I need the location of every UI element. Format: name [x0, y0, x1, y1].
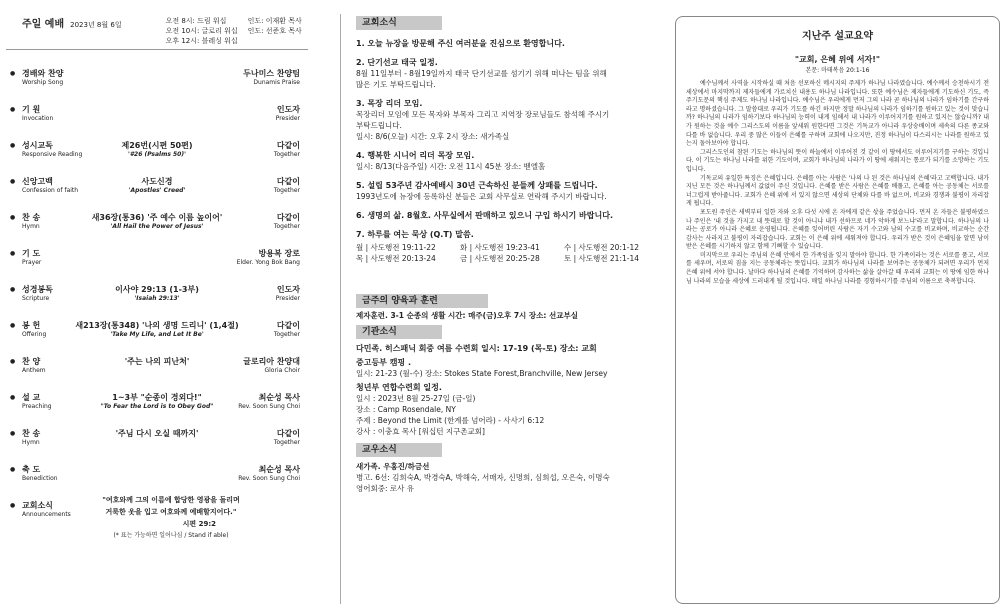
institution-item-title: 다민족. 히스패닉 회중 여름 수련회 일시: 17-19 (목-토) 장소: 교회 — [356, 344, 597, 353]
news-item-line: 많은 기도 부탁드립니다. — [356, 80, 436, 89]
bullet-icon: ● — [10, 70, 16, 77]
item-leader-en: Dunamis Praise — [253, 79, 300, 86]
order-item — [6, 138, 308, 174]
item-detail-en: 'Isaiah 29:13' — [134, 295, 180, 302]
item-leader: 다같이 — [276, 213, 300, 222]
item-detail-en: 'All Hail the Power of Jesus' — [110, 223, 204, 230]
item-detail: 새213장(통348) '나의 생명 드리니' (1,4절) — [75, 321, 239, 330]
worship-date: 2023년 8월 6일 — [70, 21, 122, 29]
item-name: 기 도 — [22, 249, 41, 258]
members-section-title: 교우소식 — [356, 443, 442, 457]
item-leader: 다같이 — [276, 321, 300, 330]
qt-row — [356, 242, 668, 253]
order-item — [6, 354, 308, 390]
verse-line: 거룩한 옷을 입고 여호와께 예배할지어다." — [105, 508, 237, 516]
institution-item-title: 청년부 연합수련회 일정. — [356, 383, 442, 392]
news-item-line: 8월 11일부터 - 8월19일까지 태국 단기선교를 섬기기 위해 떠나는 팀을 위해 — [356, 69, 607, 78]
item-name-en: Scripture — [22, 295, 50, 302]
header-divider — [6, 49, 308, 50]
item-leader: 방용복 장로 — [258, 249, 300, 258]
item-detail: 새36장(통36) '주 예수 이름 높이어' — [91, 213, 223, 222]
item-leader-en: Presider — [275, 115, 300, 122]
item-leader-en: Together — [273, 151, 300, 158]
sermon-paragraph: 포도원 주인은 새벽부터 일한 자와 오후 다섯 시에 온 자에게 같은 삯을 주었습니다. 먼저 온 자들은 불평하였으나 주인은 '내 것을 가지고 내 뜻대로 할 것이 아니냐 내가 선하므로 네가 악하게 보느냐'라고 말합니다. 하나님의 나라는 공로가 아니라 은혜로 운영됩니다. 은혜를 잊어버린 사람은 자기 수고와 남의 수고를 비교하며, 비교하는 순간 감사는 사라지고 불평이 자리잡습니다. 교회는 이 은혜 위에 세워져야 합니다. 우리가 받은 것이 은혜임을 알면 남이 받은 은혜를 시기하지 않고 함께 기뻐할 수 있습니다. — [686, 208, 989, 251]
news-item-title: 4. 행복한 시니어 리더 목장 모임. — [356, 151, 475, 160]
sermon-paragraph: 미지막으로 우리는 주님의 은혜 안에서 한 가족임을 잊지 말아야 합니다. 한 가족이라는 것은 서로를 품고, 서로를 세우며, 서로의 짐을 지는 공동체라는 뜻입니다. 교회가 하나님의 나라를 보여주는 공동체가 되려면 우리가 먼저 은혜 위에 서야 합니다. 날마다 하나님의 은혜를 기억하며 감사하는 삶을 살아갈 때 우리의 교회는 이 땅에 임한 하나님 나라의 모습을 세상에 드러내게 될 것입니다. 매일 하나님 나라를 경험하시기를 주님의 이름으로 축복합니다. — [686, 251, 989, 285]
item-name: 축 도 — [22, 465, 41, 474]
item-leader-en: Together — [273, 187, 300, 194]
bullet-icon: ● — [10, 178, 16, 185]
service-times — [166, 16, 238, 46]
item-detail: '주님 다시 오실 때까지' — [115, 429, 199, 438]
item-name-en: Hymn — [22, 439, 40, 446]
item-name: 성경봉독 — [22, 285, 53, 294]
stand-note: (* 표는 가능하면 일어나심 / Stand if able) — [113, 532, 229, 539]
item-name-en: Responsive Reading — [22, 151, 83, 158]
item-leader: 최순성 목사 — [258, 465, 300, 474]
bullet-icon: ● — [10, 286, 16, 293]
item-leader: 두나미스 찬양팀 — [243, 69, 300, 78]
institution-item-line: 주제 : Beyond the Limit (한계를 넘어라) - 사사기 6:12 — [356, 416, 545, 425]
sermon-paragraph: 기독교의 유일한 특징은 은혜입니다. 은혜를 아는 사람은 '나의 나 된 것은 하나님의 은혜'라고 고백합니다. 내가 지닌 모든 것은 하나님께서 값없이 주신 것입니다. 은혜를 받은 사람은 은혜를 베풀고, 은혜를 아는 공동체는 서로를 너그럽게 받아줍니다. 교회가 은혜 위에 서 있지 않으면 세상의 단체와 다를 바 없으며, 비교와 경쟁과 불평이 자리잡게 됩니다. — [686, 174, 989, 208]
item-name-en: Benediction — [22, 475, 58, 482]
worship-header — [6, 16, 308, 46]
item-name: 봉 헌 — [22, 321, 41, 330]
service-time: 오전 8시: 드림 워십 — [165, 17, 227, 25]
item-name: 찬 양 — [22, 357, 41, 366]
qt-row — [356, 253, 668, 264]
item-leader-en: Presider — [275, 295, 300, 302]
bullet-icon: ● — [10, 394, 16, 401]
institution-item-line: 일시: 21-23 (월-수) 장소: Stokes State Forest,Branchville, New Jersey — [356, 369, 608, 378]
verse-line: "여호와께 그의 이름에 합당한 영광을 돌리며 — [102, 496, 240, 504]
education-text: 제자훈련. 3-1 순종의 생활 시간: 매주(금)오후 7시 장소: 선교부실 — [356, 311, 578, 320]
church-news-column — [356, 16, 668, 494]
news-list — [356, 38, 668, 240]
members-line: 새가족. 우홍진/하금선 — [356, 462, 430, 471]
institution-item-title: 중고등부 캠핑 . — [356, 358, 411, 367]
item-detail-en: 'Take My Life, and Let It Be' — [110, 331, 204, 338]
bullet-icon: ● — [10, 142, 16, 149]
bullet-icon: ● — [10, 250, 16, 257]
institution-item-line: 강사 : 이충효 목사 [워십턴 지구촌교회] — [356, 427, 485, 436]
item-leader: 글로리아 찬양대 — [243, 357, 300, 366]
item-name-en: Anthem — [22, 367, 46, 374]
order-list — [6, 66, 308, 534]
bullet-icon: ● — [10, 358, 16, 365]
item-detail: 제26번(시편 50편) — [121, 141, 193, 150]
members-line: 병고. 6선: 김희숙A, 박경숙A, 박해숙, 서매자, 신명희, 심희섭, 오은숙, 이명숙 — [356, 473, 610, 482]
members-line: 영어회중: 로사 유 — [356, 484, 415, 493]
sermon-scripture: 본문: 마태복음 20:1-16 — [805, 67, 870, 74]
item-name: 신앙고백 — [22, 177, 53, 186]
news-item-line: 1993년도에 뉴장에 등록하신 분들은 교회 사무실로 연락해 주시기 바랍니다. — [356, 192, 607, 201]
item-name: 경배와 찬양 — [22, 69, 64, 78]
bullet-icon: ● — [10, 214, 16, 221]
bullet-icon: ● — [10, 430, 16, 437]
item-detail: 1~3부 "순종이 경외다!" — [112, 393, 202, 402]
item-leader-en: Together — [273, 331, 300, 338]
institution-item-line: 일시 : 2023년 8월 25-27일 (금-일) — [356, 394, 476, 403]
order-item — [6, 390, 308, 426]
qt-table — [356, 242, 668, 264]
item-leader: 다같이 — [276, 177, 300, 186]
item-leader: 최순성 목사 — [258, 393, 300, 402]
item-name: 교회소식 — [22, 501, 53, 510]
news-section-title: 교회소식 — [356, 16, 442, 30]
sermon-title: "교회, 은혜 위에 서자!" — [794, 55, 881, 64]
item-name-en: Invocation — [22, 115, 54, 122]
qt-cell: 목 | 사도행전 20:13-24 — [356, 254, 436, 263]
order-item — [6, 318, 308, 354]
item-detail: 사도신경 — [141, 177, 173, 186]
news-item-title: 3. 목장 리더 모임. — [356, 99, 423, 108]
service-leaders — [248, 16, 302, 36]
order-item — [6, 246, 308, 282]
bullet-icon: ● — [10, 466, 16, 473]
worship-title: 주일 예배 — [22, 19, 65, 30]
item-leader-en: Rev. Soon Sung Choi — [238, 403, 300, 410]
order-item — [6, 282, 308, 318]
item-name-en: Announcements — [22, 511, 71, 518]
service-time: 오전 10시: 글로리 워십 — [165, 27, 238, 35]
news-item-line: 부탁드립니다. — [356, 121, 402, 130]
verse-reference: 시편 29:2 — [182, 520, 216, 528]
item-leader-en: Gloria Choir — [264, 367, 300, 374]
item-name-en: Hymn — [22, 223, 40, 230]
item-detail: '주는 나의 피난처' — [124, 357, 190, 366]
order-item — [6, 66, 308, 102]
service-leader: 인도: 이재환 목사 — [247, 17, 302, 25]
news-item-title: 2. 단기선교 태국 일정. — [356, 58, 438, 67]
sermon-summary-panel — [675, 16, 1000, 604]
news-item-line: 목장리더 모임에 모든 목자와 부목자 그리고 지역장 장로님들도 참석해 주시기 — [356, 110, 610, 119]
service-leader: 인도: 선준호 목사 — [247, 27, 302, 35]
order-item — [6, 174, 308, 210]
members-list — [356, 461, 668, 494]
item-leader-en: Elder. Yong Bok Bang — [236, 259, 300, 266]
news-item-line: 일시: 8/13(다음주일) 시간: 오전 11시 45분 장소: 벧엘홀 — [356, 162, 546, 171]
news-item-title: 7. 하루를 여는 묵상 (Q.T) 말씀. — [356, 230, 474, 239]
qt-cell: 월 | 사도행전 19:11-22 — [356, 243, 436, 252]
item-name-en: Confession of faith — [22, 187, 79, 194]
qt-cell: 수 | 사도행전 20:1-12 — [564, 243, 639, 252]
order-item — [6, 210, 308, 246]
bullet-icon: ● — [10, 502, 16, 509]
bullet-icon: ● — [10, 106, 16, 113]
item-name: 찬 송 — [22, 429, 41, 438]
item-name: 성시교독 — [22, 141, 53, 150]
order-of-worship-column — [6, 16, 308, 608]
item-name-en: Preaching — [22, 403, 52, 410]
institution-item-line: 장소 : Camp Rosendale, NY — [356, 405, 456, 414]
bullet-icon: ● — [10, 322, 16, 329]
item-detail-en: "To Fear the Lord is to Obey God" — [100, 403, 214, 410]
item-name-en: Prayer — [22, 259, 42, 266]
qt-cell: 토 | 사도행전 21:1-14 — [564, 254, 639, 263]
item-detail-en: 'Apostles' Creed' — [128, 187, 186, 194]
item-leader-en: Together — [273, 223, 300, 230]
news-item-title: 6. 생명의 삶. 8월호. 사무실에서 판매하고 있으니 구입 하시기 바랍니다. — [356, 211, 614, 220]
service-time: 오후 12시: 블레싱 워십 — [165, 37, 238, 45]
institution-list — [356, 343, 668, 437]
item-name: 기 원 — [22, 105, 41, 114]
sermon-body — [686, 80, 989, 286]
closing-verse — [46, 494, 296, 542]
qt-cell: 금 | 사도행전 20:25-28 — [460, 254, 540, 263]
order-item — [6, 426, 308, 462]
order-item — [6, 462, 308, 498]
item-name: 설 교 — [22, 393, 41, 402]
item-name-en: Offering — [22, 331, 47, 338]
column-divider — [340, 14, 341, 604]
institution-section-title: 기관소식 — [356, 325, 442, 339]
sermon-paragraph: 예수님께서 사역을 시작하실 때 처음 선포하신 메시지의 주제가 하나님 나라였습니다. 예수께서 승천하시기 전 세상에서 마지막까지 제자들에게 가르치신 내용도 하나님 나라입니다. 또한 예수님은 제자들에게 기도하신 기도, 즉 주기도문의 핵심 주제도 하나님 나라입니다. 예수님은 우리에게 먼저 그의 나라 곧 하나님의 나라가 임하기를 간구하라고 명하셨습니다. 그 말씀대로 우리가 기도를 하긴 하지만 정말 하나님의 나라가 임하기를 원하고 있는 것이 맞습니까? 하나님의 나라가 임하기보다 하나님의 능력이 내게 임해서 내 나라가 이루어지기를 원하고 있지는 않습니까? 내가 원하는 것을 예수 그리스도의 이름을 앞세워 원한다면 그것은 기독교가 아니라 우상숭배이며 세속의 다른 종교와 다를 바 없습니다. 우리 중 많은 이들이 은혜를 구하며 교회에 나오지만, 진정 하나님이 다스리시는 나라를 원하고 있는지 돌아보아야 합니다. — [686, 80, 989, 148]
news-item-line: 일시: 8/6(오늘) 시간: 오후 2시 장소: 새가족실 — [356, 132, 510, 141]
news-item-title: 5. 설립 53주년 감사예배시 30년 근속하신 분들께 상패를 드립니다. — [356, 181, 598, 190]
item-leader: 인도자 — [276, 285, 300, 294]
qt-cell: 화 | 사도행전 19:23-41 — [460, 243, 540, 252]
item-name: 찬 송 — [22, 213, 41, 222]
item-leader-en: Together — [273, 439, 300, 446]
news-item-title: 1. 오늘 뉴장을 방문해 주신 여러분을 진심으로 환영합니다. — [356, 39, 565, 48]
education-section-title: 금주의 양육과 훈련 — [356, 294, 488, 308]
item-name-en: Worship Song — [22, 79, 64, 86]
item-detail-en: '#26 (Psalms 50)' — [128, 151, 186, 158]
item-leader: 다같이 — [276, 141, 300, 150]
item-leader: 인도자 — [276, 105, 300, 114]
item-detail: 이사야 29:13 (1-3부) — [115, 285, 199, 294]
order-item — [6, 102, 308, 138]
sermon-summary-title: 지난주 설교요약 — [801, 31, 874, 42]
item-leader: 다같이 — [276, 429, 300, 438]
sermon-paragraph: 그리스도인의 참된 기도는 하나님의 뜻이 하늘에서 이루어진 것 같이 이 땅에서도 이루어지기를 구하는 것입니다. 이 기도는 하나님 나라를 위한 기도이며, 교회가 하나님의 나라가 이 땅에 세워지는 통로가 되기를 소망하는 기도입니다. — [686, 148, 989, 173]
item-leader-en: Rev. Soon Sung Choi — [238, 475, 300, 482]
